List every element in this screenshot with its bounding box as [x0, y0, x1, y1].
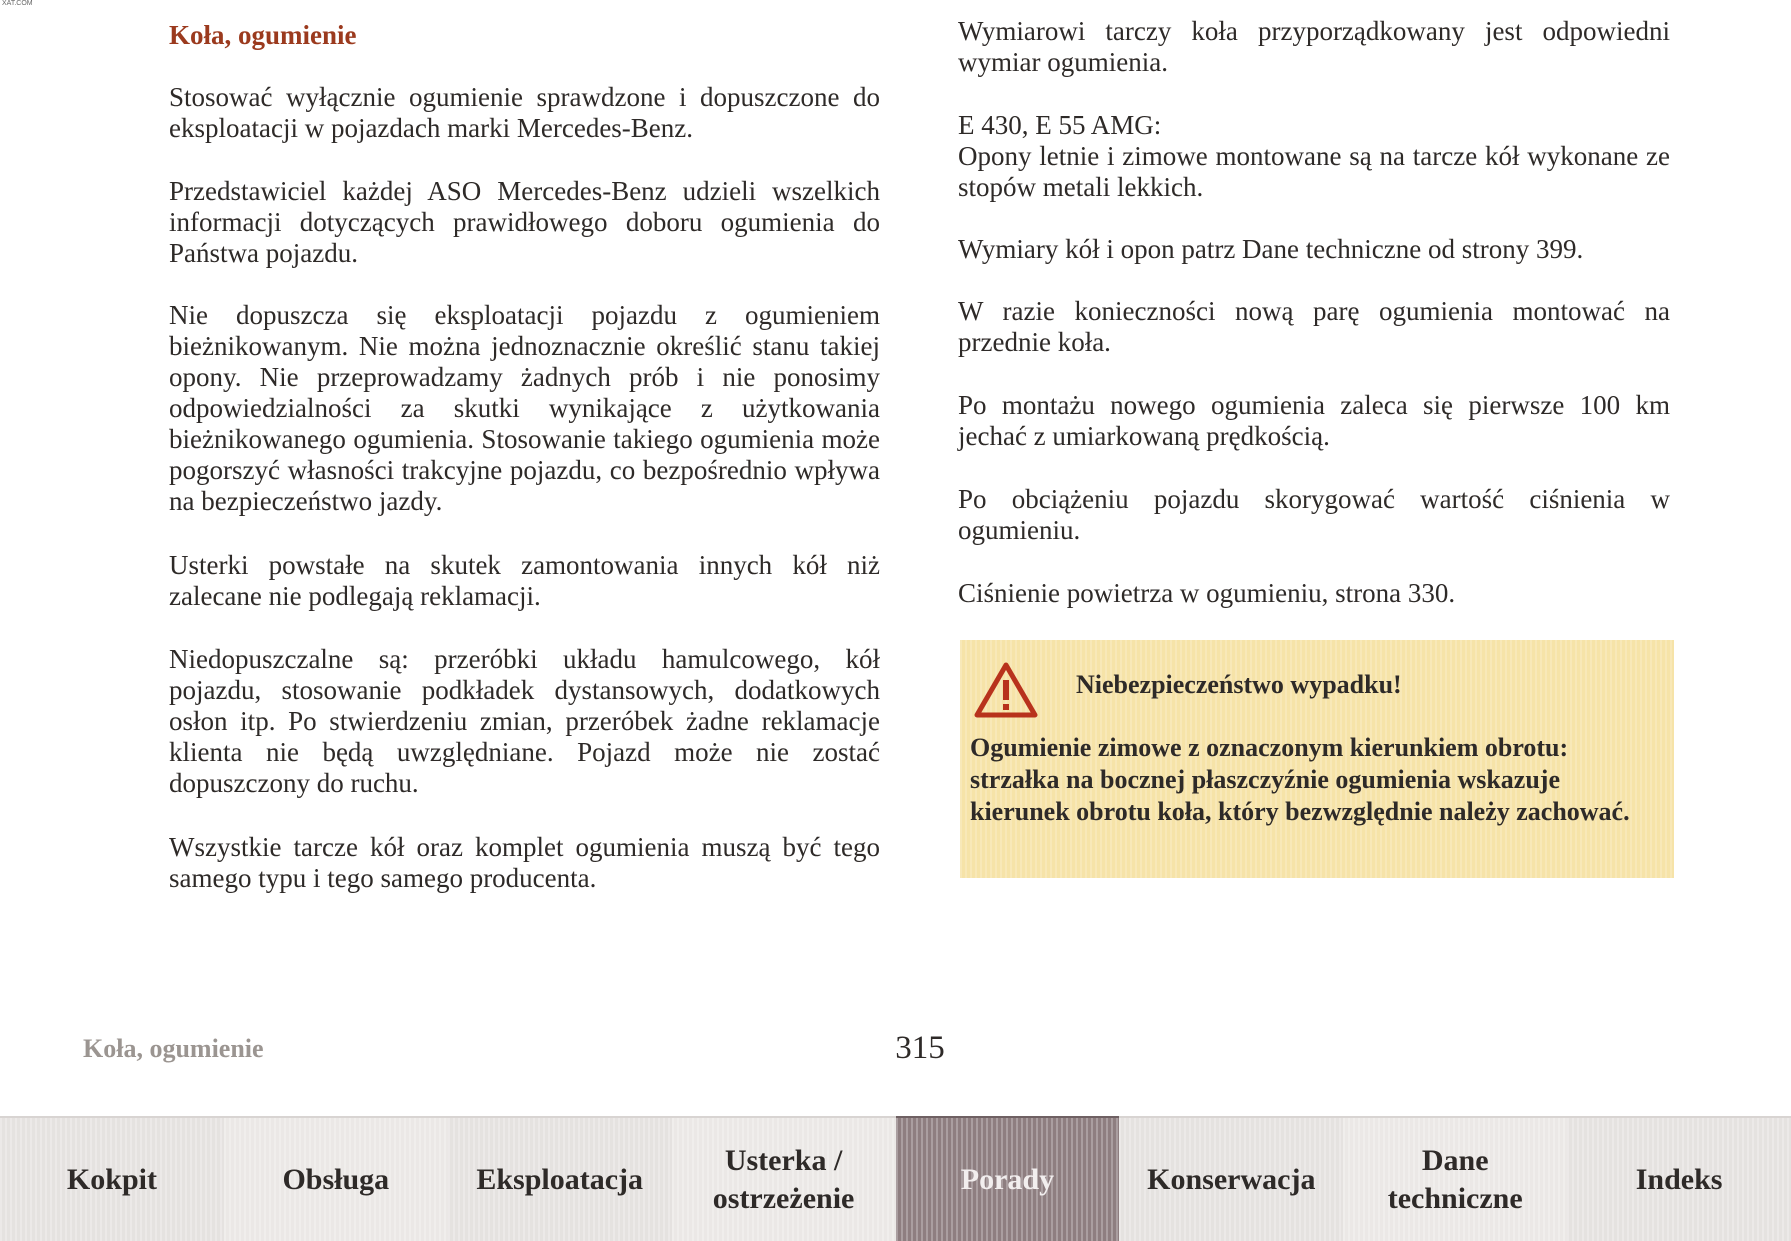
paragraph: Przedstawiciel każdej ASO Mercedes-Benz udzieli wszelkich informacji dotyczących prawidłowego doboru ogumienia do Państwa pojazdu. [169, 176, 880, 268]
paragraph: W razie konieczności nową parę ogumienia montować na przednie koła. [958, 296, 1670, 357]
tab-dane-techniczne[interactable] [1343, 1116, 1567, 1241]
tab-porady[interactable] [896, 1116, 1120, 1241]
tab-label: Indeks [1635, 1162, 1723, 1196]
paragraph: Wymiary kół i opon patrz Dane techniczne od strony 399. [958, 234, 1584, 264]
tab-eksploatacja[interactable] [448, 1116, 672, 1241]
model-label: E 430, E 55 AMG: [958, 110, 1162, 140]
tab-label: Konserwacja [1147, 1162, 1316, 1196]
tab-label: Kokpit [66, 1162, 157, 1196]
tab-label: Porady [960, 1162, 1055, 1196]
warning-box [960, 640, 1674, 878]
paragraph: Stosować wyłącznie ogumienie sprawdzone i dopuszczone do eksploatacji w pojazdach marki Mercedes-Benz. [169, 82, 880, 143]
paragraph: Nie dopuszcza się eksploatacji pojazdu z ogumieniem bieżnikowanym. Nie można jednoznacznie określić stanu takiej opony. Nie przeprowadzamy żadnych prób i nie ponosimy odpowiedzialności za skutki wynikające z użytkowania bieżnikowanego ogumienia. Stosowanie takiego ogumienia może pogorszyć własności trakcyjne pojazdu, co bezpośrednio wpływa na bezpieczeństwo jazdy. [169, 300, 880, 516]
paragraph: Po obciążeniu pojazdu skorygować wartość ciśnienia w ogumieniu. [958, 484, 1670, 545]
tab-label: Usterka / ostrzeżenie [712, 1143, 855, 1215]
paragraph: Wszystkie tarcze kół oraz komplet ogumienia muszą być tego samego typu i tego samego producenta. [169, 832, 880, 893]
tab-kokpit[interactable] [0, 1116, 224, 1241]
chapter-nav [0, 1116, 1791, 1241]
tab-obsluga[interactable] [224, 1116, 448, 1241]
tab-label: Eksploatacja [476, 1162, 644, 1196]
tab-konserwacja[interactable] [1119, 1116, 1343, 1241]
tab-label: Obsługa [282, 1162, 390, 1196]
paragraph: Usterki powstałe na skutek zamontowania innych kół niż zalecane nie podlegają reklamacji. [169, 550, 880, 611]
section-title: Koła, ogumienie [169, 20, 357, 50]
paragraph: Ciśnienie powietrza w ogumieniu, strona 330. [958, 578, 1456, 608]
paragraph: Niedopuszczalne są: przeróbki układu hamulcowego, kół pojazdu, stosowanie podkładek dystansowych, dodatkowych osłon itp. Po stwierdzeniu zmian, przeróbek żadne reklamacje klienta nie będą uwzględniane. Pojazd może nie zostać dopuszczony do ruchu. [169, 644, 880, 798]
footer-section-label: Koła, ogumienie [83, 1034, 264, 1063]
warning-triangle-icon [974, 662, 1038, 718]
tab-indeks[interactable] [1567, 1116, 1791, 1241]
paragraph: Opony letnie i zimowe montowane są na tarcze kół wykonane ze stopów metali lekkich. [958, 141, 1670, 202]
watermark: XAT.COM [2, 0, 33, 7]
paragraph: Wymiarowi tarczy koła przyporządkowany jest odpowiedni wymiar ogumienia. [958, 16, 1670, 77]
tab-label: Dane techniczne [1387, 1143, 1523, 1215]
warning-title: Niebezpieczeństwo wypadku! [1076, 670, 1402, 699]
tab-usterka-ostrzezenie[interactable] [672, 1116, 896, 1241]
paragraph: Po montażu nowego ogumienia zaleca się pierwsze 100 km jechać z umiarkowaną prędkością. [958, 390, 1670, 451]
warning-body: Ogumienie zimowe z oznaczonym kierunkiem obrotu: strzałka na bocznej płaszczyźnie ogumienia wskazuje kierunek obrotu koła, który bezwzględnie należy zachować. [970, 733, 1630, 826]
page-number: 315 [895, 1030, 945, 1066]
